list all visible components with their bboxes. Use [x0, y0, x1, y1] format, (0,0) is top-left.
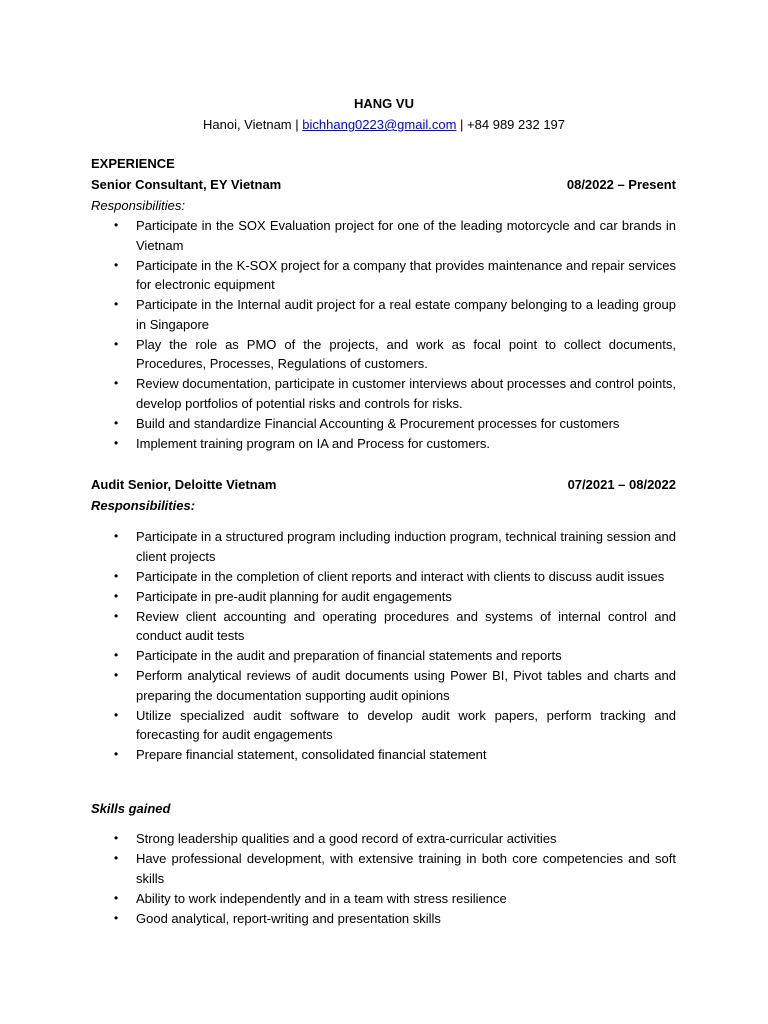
list-item	[91, 567, 676, 587]
bullet-icon: •	[114, 297, 119, 311]
list-item	[91, 216, 676, 255]
list-item-text: Prepare financial statement, consolidated financial statement	[136, 747, 487, 762]
separator: |	[460, 117, 464, 132]
list-item	[91, 666, 676, 705]
list-item-text: Perform analytical reviews of audit documents using Power BI, Pivot tables and charts and preparing the documentation supporting audit opinions	[136, 668, 676, 703]
bullet-icon: •	[114, 218, 119, 232]
responsibilities-label: Responsibilities:	[91, 198, 185, 213]
list-item	[91, 295, 676, 334]
job-title: Senior Consultant, EY Vietnam	[91, 177, 282, 192]
list-item-text: Participate in the Internal audit project for a real estate company belonging to a leading group in Singapore	[136, 297, 676, 332]
responsibilities-label: Responsibilities:	[91, 498, 196, 513]
list-item	[91, 849, 676, 888]
responsibilities-list	[91, 216, 676, 453]
list-item-text: Participate in pre-audit planning for audit engagements	[136, 588, 452, 604]
job-header	[91, 474, 676, 495]
bullet-icon: •	[114, 608, 119, 623]
list-item	[91, 829, 676, 849]
list-item-text: Play the role as PMO of the projects, and work as focal point to collect documents, Procedures, Processes, Regulations of customers.	[136, 336, 676, 371]
contact-line	[0, 115, 768, 135]
list-item	[91, 374, 676, 413]
email-link[interactable]: bichhang0223@gmail.com	[302, 117, 457, 132]
list-item-text: Participate in the audit and preparation of financial statements and reports	[136, 648, 562, 663]
list-item-text: Participate in a structured program including induction program, technical training session and client projects	[136, 529, 676, 564]
skills-block	[91, 829, 676, 929]
skills-title: Skills gained	[91, 801, 171, 816]
bullet-icon: •	[114, 648, 119, 662]
list-item-text: Good analytical, report-writing and presentation skills	[136, 910, 441, 926]
list-item-text: Participate in the SOX Evaluation project for one of the leading motorcycle and car brands in Vietnam	[136, 218, 676, 253]
list-item	[91, 889, 676, 909]
list-item-text: Participate in the completion of client reports and interact with clients to discuss audit issues	[136, 568, 665, 584]
bullet-icon: •	[114, 568, 119, 583]
bullet-icon: •	[114, 707, 119, 722]
list-item	[91, 745, 676, 765]
job-dates: 08/2022 – Present	[566, 177, 676, 192]
responsibilities-list	[91, 527, 676, 765]
job-dates: 07/2021 – 08/2022	[567, 477, 676, 492]
list-item-text: Review client accounting and operating procedures and systems of internal control and conduct audit tests	[136, 608, 676, 643]
location-text: Hanoi, Vietnam	[202, 117, 292, 132]
list-item	[91, 646, 676, 666]
list-item	[91, 607, 676, 646]
experience-section	[91, 154, 676, 454]
skills-list	[91, 829, 676, 928]
list-item	[91, 527, 676, 566]
bullet-icon: •	[114, 668, 119, 682]
section-title-experience: EXPERIENCE	[91, 156, 175, 171]
separator: |	[295, 117, 299, 132]
list-item	[91, 909, 676, 929]
job-header	[91, 174, 676, 195]
bullet-icon: •	[114, 529, 119, 543]
bullet-icon: •	[114, 435, 119, 450]
bullet-icon: •	[114, 831, 119, 845]
job-block	[91, 474, 676, 516]
list-item	[91, 256, 676, 295]
list-item-text: Ability to work independently and in a team with stress resilience	[136, 890, 507, 906]
list-item-text: Review documentation, participate in customer interviews about processes and control points, develop portfolios of potential risks and controls for risks.	[136, 376, 676, 411]
list-item	[91, 414, 676, 434]
bullet-icon: •	[114, 910, 119, 925]
list-item-text: Strong leadership qualities and a good record of extra-curricular activities	[136, 831, 557, 846]
bullet-icon: •	[114, 257, 119, 272]
bullet-icon: •	[114, 588, 119, 603]
bullet-icon: •	[114, 415, 119, 430]
bullet-icon: •	[114, 376, 119, 390]
list-item-text: Implement training program on IA and Process for customers.	[136, 435, 491, 451]
list-item	[91, 706, 676, 745]
bullet-icon: •	[114, 336, 119, 351]
list-item	[91, 587, 676, 607]
list-item	[91, 434, 676, 454]
job-title: Audit Senior, Deloitte Vietnam	[91, 477, 277, 492]
list-item-text: Have professional development, with extensive training in both core competencies and soft skills	[136, 851, 676, 886]
bullet-icon: •	[114, 890, 119, 905]
list-item-text: Build and standardize Financial Accounting & Procurement processes for customers	[136, 415, 620, 431]
list-item	[91, 335, 676, 374]
list-item-text: Utilize specialized audit software to develop audit work papers, perform tracking and forecasting for audit engagements	[136, 707, 676, 742]
skills-section	[91, 798, 676, 819]
phone-text: +84 989 232 197	[467, 117, 566, 132]
resume-header	[0, 94, 768, 135]
responsibilities-block	[91, 527, 676, 765]
bullet-icon: •	[114, 851, 119, 865]
list-item-text: Participate in the K-SOX project for a company that provides maintenance and repair services for electronic equipment	[136, 257, 676, 292]
bullet-icon: •	[114, 747, 119, 761]
candidate-name: HANG VU	[354, 96, 414, 111]
